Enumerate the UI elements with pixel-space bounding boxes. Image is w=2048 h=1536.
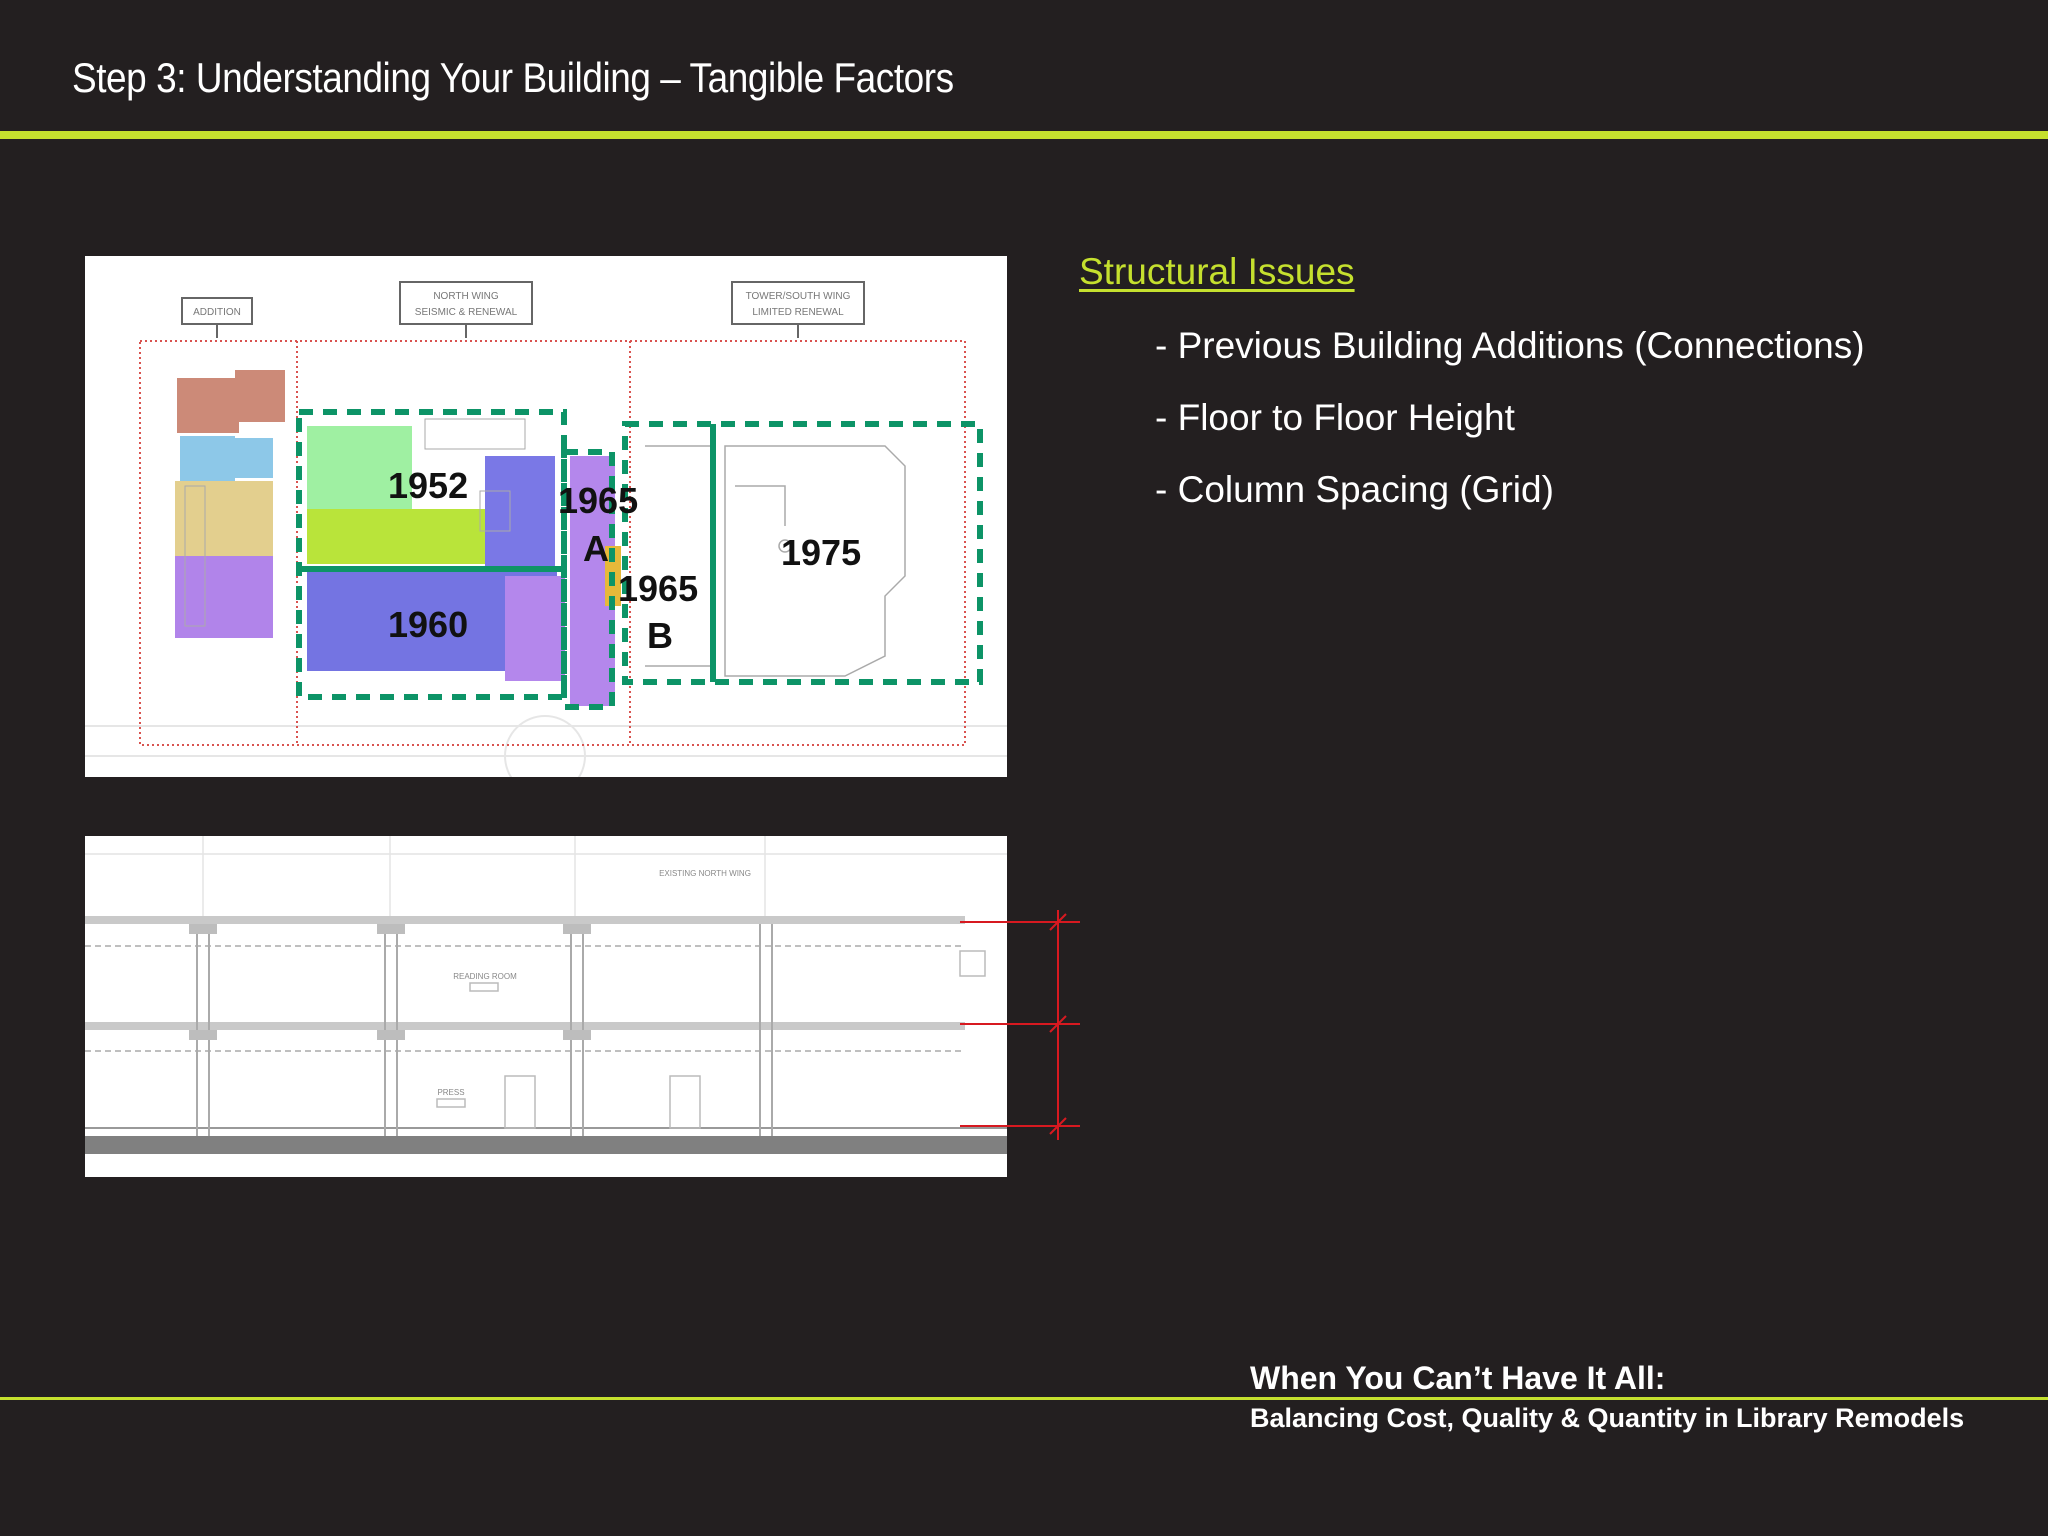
bullet-floor-height: - Floor to Floor Height [1155,397,1515,438]
bullet-column-spacing: - Column Spacing (Grid) [1155,469,1554,510]
label-a: A [583,528,609,569]
bullet-building-additions: - Previous Building Additions (Connections) [1155,325,1865,366]
building-section-drawing [85,836,1007,1177]
tag-addition: ADDITION [193,307,241,318]
label-1952: 1952 [388,465,469,506]
floor-height-dimension [960,900,1090,1150]
tag-seismic-renewal: SEISMIC & RENEWAL [414,307,518,318]
slide-title: Step 3: Understanding Your Building – Tangible Factors [72,54,954,101]
floor-plan-drawing [85,256,1007,777]
section-label-reading-room: READING ROOM [453,972,517,981]
label-b: B [647,615,673,656]
section-label-north-wing: EXISTING NORTH WING [659,869,751,878]
floor-plan-image [85,256,1007,777]
label-1965b: 1965 [618,568,699,609]
label-1965a: 1965 [558,480,639,521]
title-divider [0,131,2048,139]
structural-issues-list [1155,322,1865,538]
footer-subtitle: Balancing Cost, Quality & Quantity in Library Remodels [1250,1403,1965,1433]
label-1975: 1975 [781,532,862,573]
section-label-press: PRESS [437,1088,465,1097]
tag-tower-south-wing: TOWER/SOUTH WING [745,291,851,302]
footer-title: When You Can’t Have It All: [1250,1360,1666,1396]
structural-issues-heading: Structural Issues [1079,251,1355,292]
footer-divider [0,1397,2048,1400]
tag-north-wing: NORTH WING [433,291,499,302]
label-1960: 1960 [388,604,469,645]
tag-limited-renewal: LIMITED RENEWAL [752,307,844,318]
building-section-image [85,836,1007,1177]
